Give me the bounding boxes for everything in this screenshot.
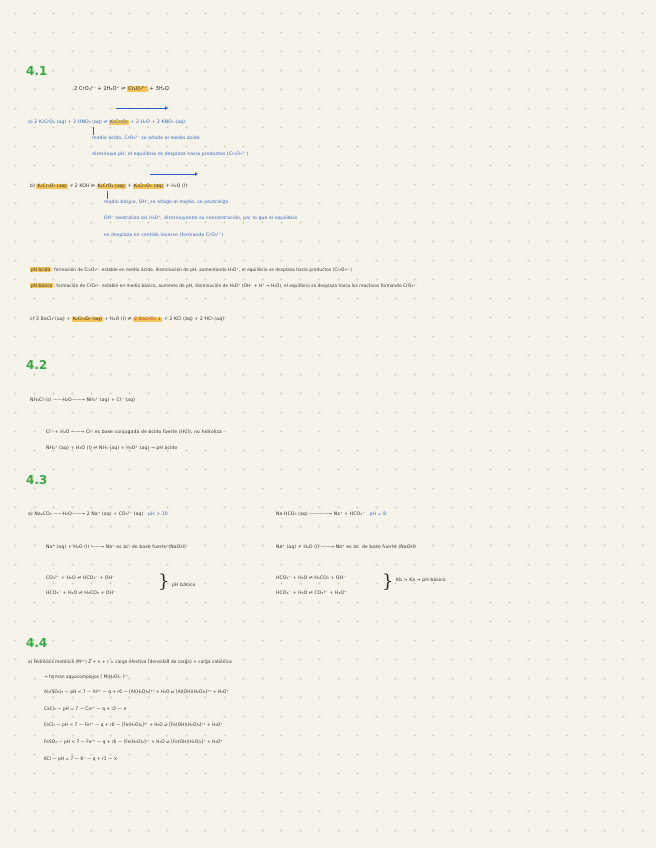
ammonium-hydrolysis: NH₄⁺ (aq) + H₂O (l) ⇌ NH₃ (aq) + H₃O⁺ (aq) → pH ácido — [46, 446, 178, 451]
acid-summary: pH ácido: formación de Cr₂O₇²⁻ estable en medio ácido, disminución de pH, aumentando H₃O⁺, el equilibrio se desplaza hacia productos (Cr₂O₇²⁻) — [31, 267, 352, 272]
part-a-equation: a) 2 K₂CrO₄ (aq) + 2 HNO₃ (aq) ⇌ K₂Cr₂O₇ + 2 H₂O + 2 KNO₃ (aq) — [28, 120, 186, 125]
carbonate-dissociation: a) Na₂CO₃ ——H₂O——→ 2 Na⁺ (aq) + CO₃²⁻ (aq) pH > 10 — [28, 512, 168, 517]
bicarbonate-hydrolysis-1: HCO₃⁻ + H₂O ⇌ H₂CO₃ + OH⁻ — [276, 576, 346, 581]
section-4-2-header: 4.2 — [26, 358, 48, 372]
carbonate-hydrolysis-2: HCO₃⁻ + H₂O ⇌ H₂CO₃ + OH⁻ — [46, 591, 116, 596]
metal-hydrolysis-intro: a) Hidrólisis metálica (M³⁺) Z + n + r = carga efectiva (densidad de carga) + carga catiónica — [28, 659, 232, 664]
part-b-equation: b) K₂Cr₂O₇ (aq) + 2 KOH ⇌ K₂CrO₄ (aq) + K₂Cr₂O₇ (aq) + H₂O (l) — [30, 184, 188, 189]
salt-row-ca: CaCl₂ — pH = 7 — Ca²⁺ — q + r2 — ✕ — [44, 706, 127, 711]
bicarbonate-dissociation: Na HCO₃ (aq) ————→ Na⁺ + HCO₃⁻ pH = 8 — [276, 512, 387, 517]
salt-row-k: KCl — pH = 7 — K⁺ — q + r1 — ✕ — [44, 756, 118, 761]
bicarbonate-hydrolysis-2: HCO₃⁻ + H₂O ⇌ CO₃²⁻ + H₃O⁺ — [276, 591, 347, 596]
part-a-note-2: disminuye pH, el equilibrio se desplaza hacia productos (Cr₂O₇²⁻) — [92, 152, 249, 157]
salt-row-al: Al₂(SO₄)₃ — pH < 7 — Al³⁺ — q + r6 — [Al(H₂O)₆]³⁺ + H₂O ⇌ [Al(OH)(H₂O)₅]²⁺ + H₃O⁺ — [44, 689, 229, 694]
arrow-tick-b — [107, 191, 108, 199]
equation-chromate-dichromate: 2 CrO₄²⁻ + 2H₃O⁺ ⇌ Cr₂O₇²⁻ + 3H₂O — [74, 86, 169, 92]
part-a-note-1: medio ácido, CrO₄²⁻ se añade al medio ácido — [92, 136, 200, 141]
arrow-tick-a — [93, 127, 94, 135]
sodium-note-a: Na⁺ (aq) + H₂O (l) ——→ Na⁺ es ác. de base fuerte (NaOH) — [46, 545, 186, 550]
basic-summary: pH básico: formación de CrO₄²⁻ estable en medio básico, aumento de pH, disminución de H₃O⁺ (OH⁻ + H⁺ → H₂O), el equilibrio se desplaza hacia los reactivos formando CrO₄²⁻ — [31, 283, 418, 288]
part-b-note-2: OH⁻ neutraliza los H₃O⁺, disminuyendo su concentración, por lo que el equilibrio — [104, 216, 298, 221]
carbonate-result: pH básico — [172, 583, 196, 588]
part-b-note-3: se desplaza en sentido inverso (formando CrO₄²⁻) — [104, 233, 224, 238]
salt-row-fe3: FeCl₃ — pH < 7 — Fe³⁺ — q + r6 — [Fe(H₂O)₆]³⁺ + H₂O ⇌ [Fe(OH)(H₂O)₅]²⁺ + H₃O⁺ — [44, 722, 223, 727]
sodium-note-b: Na⁺ (aq) + H₂O (l) ——→ Na⁺ es ác. de base fuerte (NaOH) — [276, 545, 416, 550]
section-4-1-header: 4.1 — [26, 64, 48, 78]
aquocomplex-note: → forman aquocomplejos [ M(H₂O)ₙ ]ᶻ⁺ — [44, 674, 129, 679]
brace-a: } — [158, 571, 170, 592]
section-4-4-header: 4.4 — [26, 636, 48, 650]
carbonate-hydrolysis-1: CO₃²⁻ + H₂O ⇌ HCO₃⁻ + OH⁻ — [46, 576, 115, 581]
salt-row-fe2: FeSO₄ — pH < 7 — Fe²⁺ — q + r6 — [Fe(H₂O)₆]²⁺ + H₂O ⇌ [Fe(OH)(H₂O)₅]⁺ + H₃O⁺ — [44, 739, 223, 744]
arrow-a — [116, 108, 166, 109]
section-4-3-header: 4.3 — [26, 473, 48, 487]
ammonium-dissociation: NH₄Cl (s) ——H₂O——→ NH₄⁺ (aq) + Cl⁻ (aq) — [30, 398, 135, 403]
chloride-hydrolysis: Cl⁻ + H₂O ——→ Cl⁻ es base conjugada de ácido fuerte (HCl), no hidroliza — [46, 430, 222, 435]
brace-b: } — [382, 571, 394, 592]
part-c-equation: c) 2 BaCl₂ (aq) + K₂Cr₂O₇ (aq) + H₂O (l) ⇌ 2 BaCrO₄ ↓ + 2 KCl (aq) + 2 HCl (aq) — [30, 317, 224, 322]
arrow-b — [150, 174, 196, 175]
bicarbonate-result: Kb > Ka → pH básico — [396, 578, 446, 583]
part-b-note-1: medio básico, OH⁻ se añade al medio, se neutraliza — [104, 200, 229, 205]
